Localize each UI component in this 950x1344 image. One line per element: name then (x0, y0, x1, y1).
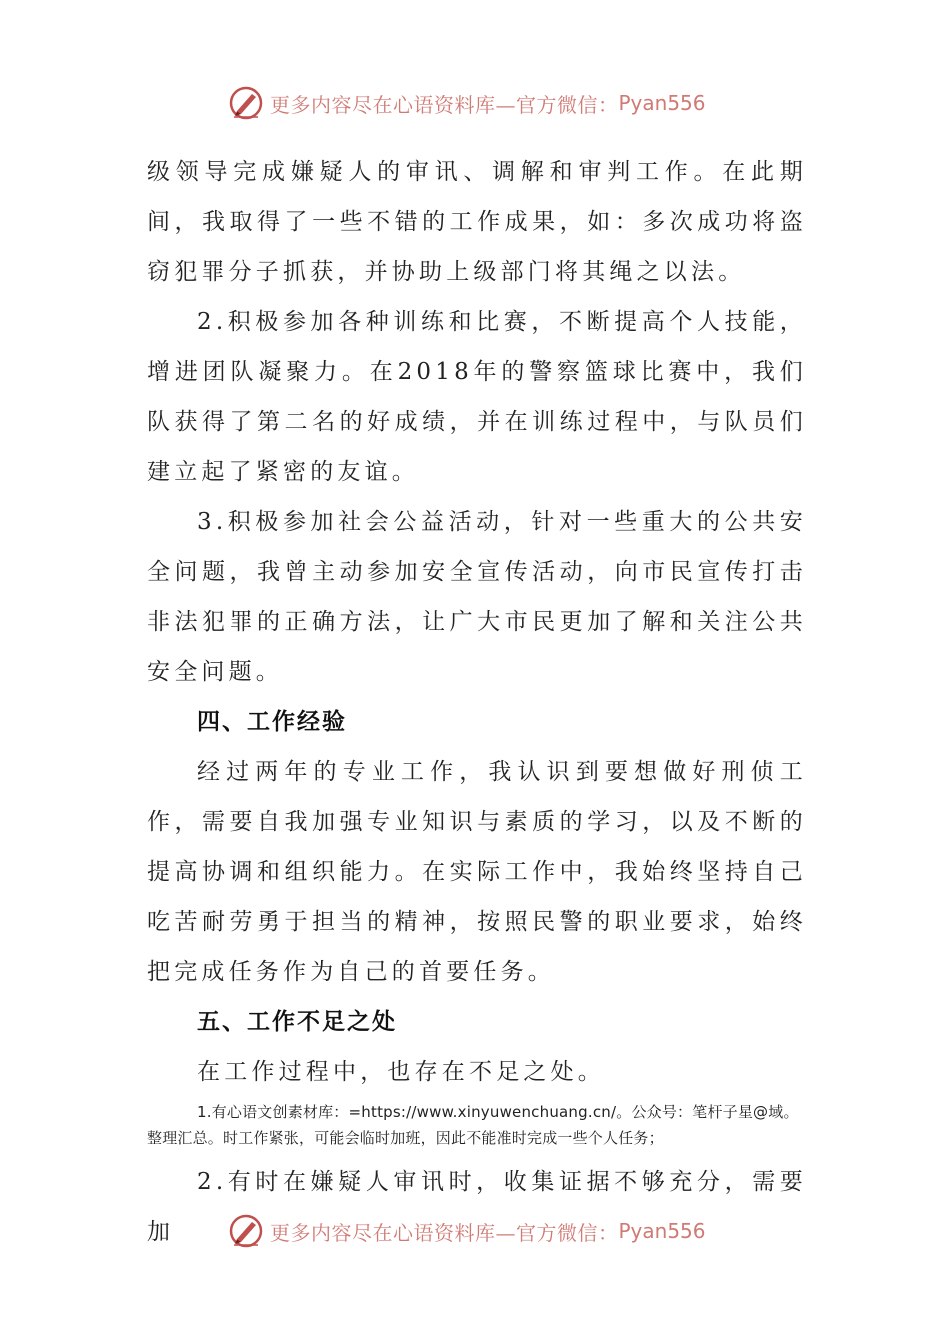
section-heading-5: 五、工作不足之处 (197, 1009, 397, 1035)
paragraph-2: 2.积极参加各种训练和比赛，不断提高个人技能，增进团队凝聚力。在2018年的警察篮球比赛中，我们队获得了第二名的好成绩，并在训练过程中，与队员们建立起了紧密的友谊。 (147, 309, 807, 485)
section-heading-4: 四、工作经验 (197, 709, 347, 735)
pen-logo-icon (228, 1213, 264, 1249)
banner-text: 更多内容尽在心语资料库—官方微信： (270, 92, 619, 117)
paragraph-4: 经过两年的专业工作，我认识到要想做好刑侦工作，需要自我加强专业知识与素质的学习，以及不断的提高协调和组织能力。在实际工作中，我始终坚持自己吃苦耐劳勇于担当的精神，按照民警的职业要求，始终把完成任务作为自己的首要任务。 (147, 759, 807, 985)
header-banner (228, 83, 706, 123)
paragraph-6: 2.有时在嫌疑人审讯时，收集证据不够充分，需要加 (147, 1169, 807, 1245)
inserted-note-block (147, 1097, 807, 1157)
banner-text: 更多内容尽在心语资料库—官方微信： (270, 1220, 619, 1245)
paragraph-3: 3.积极参加社会公益活动，针对一些重大的公共安全问题，我曾主动参加安全宣传活动，向市民宣传打击非法犯罪的正确方法，让广大市民更加了解和关注公共安全问题。 (147, 509, 807, 685)
inserted-note: 1.有心语文创素材库：=https://www.xinyuwenchuang.cn/。公众号：笔杆子星@域。整理汇总。时工作紧张，可能会临时加班，因此不能准时完成一些个人任务； (147, 1103, 799, 1147)
banner-wechat-id: Pyan556 (618, 1219, 706, 1243)
footer-banner (228, 1211, 706, 1251)
paragraph-5: 在工作过程中，也存在不足之处。 (197, 1059, 605, 1085)
banner-wechat-id: Pyan556 (618, 91, 706, 115)
document-body (147, 147, 807, 1257)
paragraph-1: 级领导完成嫌疑人的审讯、调解和审判工作。在此期间，我取得了一些不错的工作成果，如：多次成功将盗窃犯罪分子抓获，并协助上级部门将其绳之以法。 (147, 159, 807, 285)
pen-logo-icon (228, 85, 264, 121)
